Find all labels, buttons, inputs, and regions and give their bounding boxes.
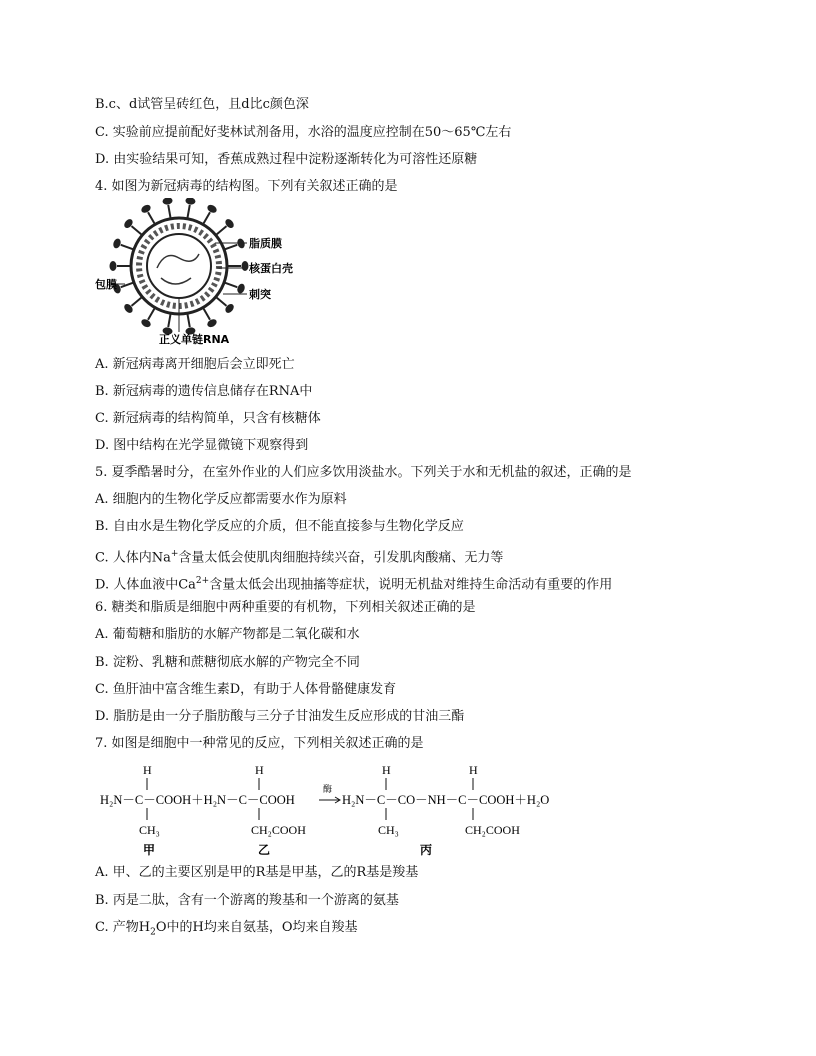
spike-stalk xyxy=(168,205,170,219)
q5-option-a: A. 细胞内的生物化学反应都需要水作为原料 xyxy=(95,492,347,507)
spike-stalk xyxy=(216,226,227,235)
spike-head xyxy=(185,198,196,205)
label-yi: 乙 xyxy=(258,843,271,857)
spike-stalk xyxy=(187,205,189,219)
enzyme-label: 酶 xyxy=(323,784,333,794)
label-capsid: 核蛋白壳 xyxy=(249,262,293,275)
spike-stalk xyxy=(121,245,134,250)
question-5: 5. 夏季酷暑时分，在室外作业的人们应多饮用淡盐水。下列关于水和无机盐的叙述，正确的是 xyxy=(95,465,632,480)
q3-option-c: C. 实验前应提前配好斐林试剂备用，水浴的温度应控制在50～65℃左右 xyxy=(95,125,512,140)
question-7: 7. 如图是细胞中一种常见的反应，下列相关叙述正确的是 xyxy=(95,736,424,751)
spike-head xyxy=(206,203,218,214)
spike-stalk xyxy=(121,282,134,287)
q7-option-a: A. 甲、乙的主要区别是甲的R基是甲基，乙的R基是羧基 xyxy=(95,865,419,880)
label-rna: 正义单链RNA xyxy=(159,333,230,346)
spike-stalk xyxy=(148,308,155,320)
q3-option-b: B.c、d试管呈砖红色，且d比c颜色深 xyxy=(95,97,309,112)
q7-option-b: B. 丙是二肽，含有一个游离的羧基和一个游离的氨基 xyxy=(95,893,399,908)
virus-structure-figure xyxy=(95,198,310,348)
q5-option-d: D. 人体血液中$Ca^{2+}$含量太低会出现抽搐等症状，说明无机盐对维持生命活动有重要的作用 xyxy=(95,576,613,593)
spike-stalk xyxy=(203,212,210,224)
label-envelope: 包膜 xyxy=(95,278,117,291)
spike-head xyxy=(162,198,173,205)
q5-option-b: B. 自由水是生物化学反应的介质，但不能直接参与生物化学反应 xyxy=(95,519,464,534)
label-bing: 丙 xyxy=(420,843,433,857)
spike-stalk xyxy=(132,297,143,306)
question-6: 6. 糖类和脂质是细胞中两种重要的有机物，下列相关叙述正确的是 xyxy=(95,600,476,615)
spike-head xyxy=(140,203,152,214)
label-jia: 甲 xyxy=(143,843,156,857)
spike-stalk xyxy=(203,308,210,320)
r-group-ch3-2: CH₃ xyxy=(378,823,399,837)
spike-head xyxy=(206,318,218,329)
q6-option-a: A. 葡萄糖和脂肪的水解产物都是二氧化碳和水 xyxy=(95,627,360,642)
dipeptide-reaction-figure xyxy=(95,762,575,858)
products: H₂N－C－CO－NH－C－COOH＋H₂O xyxy=(342,793,550,807)
h-top-4: H xyxy=(469,763,478,777)
spike-head xyxy=(236,283,246,295)
q4-option-a: A. 新冠病毒离开细胞后会立即死亡 xyxy=(95,357,295,372)
label-lipid-membrane: 脂质膜 xyxy=(249,237,282,250)
nucleocapsid xyxy=(147,234,211,298)
spike-stalk xyxy=(148,212,155,224)
reactants: H₂N－C－COOH＋H₂N－C－COOH xyxy=(100,793,295,807)
spike-stalk xyxy=(224,245,237,250)
spike-stalk xyxy=(132,226,143,235)
spike-head xyxy=(110,261,117,271)
spike-head xyxy=(140,318,152,329)
spike-stalk xyxy=(224,282,237,287)
r-group-ch2cooh-2: CH₂COOH xyxy=(465,823,520,837)
spike-head xyxy=(242,261,249,271)
h-top-1: H xyxy=(143,763,152,777)
q3-option-d: D. 由实验结果可知，香蕉成熟过程中淀粉逐渐转化为可溶性还原糖 xyxy=(95,152,478,167)
spike-stalk xyxy=(168,313,170,327)
q7-option-c: C. 产物$H_2O$中的H均来自氨基，O均来自羧基 xyxy=(95,920,358,938)
r-group-ch2cooh-1: CH₂COOH xyxy=(251,823,306,837)
spike-stalk xyxy=(216,297,227,306)
q5-option-c: C. 人体内Na+含量太低会使肌肉细胞持续兴奋，引发肌肉酸痛、无力等 xyxy=(95,549,504,566)
h-top-3: H xyxy=(382,763,391,777)
spike-stalk xyxy=(187,313,189,327)
r-group-ch3-1: CH₃ xyxy=(139,823,160,837)
q4-option-c: C. 新冠病毒的结构简单，只含有核糖体 xyxy=(95,411,321,426)
label-spike: 刺突 xyxy=(249,288,271,301)
q4-option-b: B. 新冠病毒的遗传信息储存在RNA中 xyxy=(95,384,313,399)
q6-option-d: D. 脂肪是由一分子脂肪酸与三分子甘油发生反应形成的甘油三酯 xyxy=(95,709,465,724)
q6-option-c: C. 鱼肝油中富含维生素D，有助于人体骨骼健康发育 xyxy=(95,682,397,697)
q6-option-b: B. 淀粉、乳糖和蔗糖彻底水解的产物完全不同 xyxy=(95,655,360,670)
spike-head xyxy=(112,238,122,250)
question-4: 4. 如图为新冠病毒的结构图。下列有关叙述正确的是 xyxy=(95,179,398,194)
h-top-2: H xyxy=(255,763,264,777)
q4-option-d: D. 图中结构在光学显微镜下观察得到 xyxy=(95,438,309,453)
